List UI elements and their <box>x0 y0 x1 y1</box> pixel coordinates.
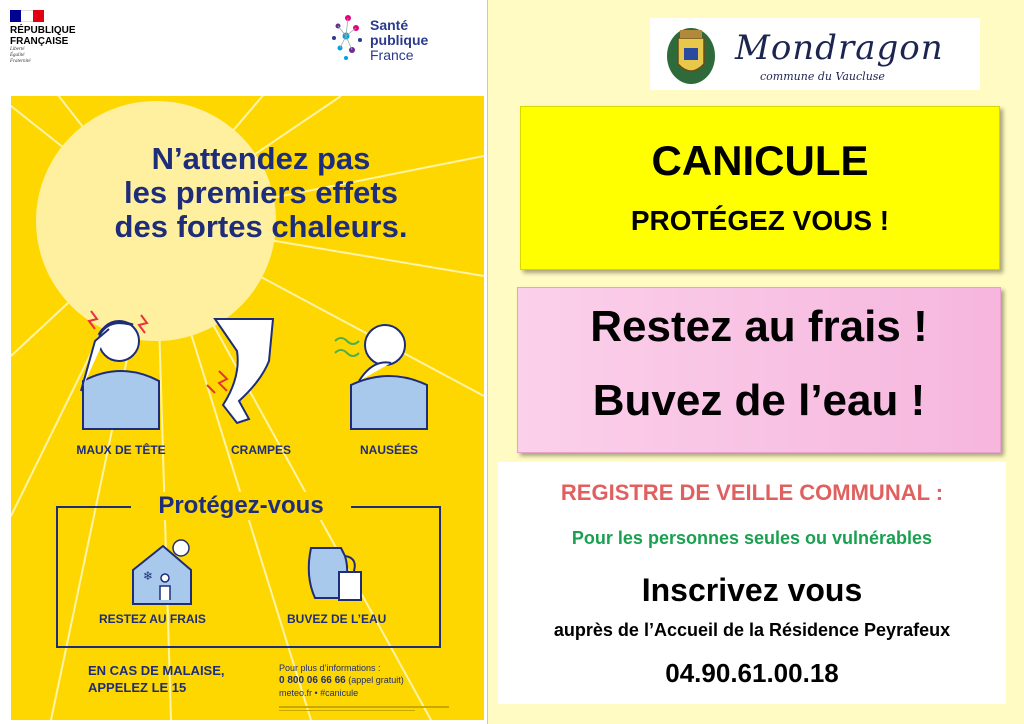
protect-label-water: BUVEZ DE L’EAU <box>287 612 387 626</box>
sante-publique-france-logo <box>328 12 448 72</box>
info-phone: 0 800 06 66 66 <box>279 675 346 686</box>
info-line1: Pour plus d’informations : <box>279 663 381 673</box>
registry-audience: Pour les personnes seules ou vulnérables <box>571 528 933 548</box>
advice-box <box>517 287 1001 453</box>
heatwave-poster <box>0 0 487 724</box>
malaise-line2: APPELEZ LE 15 <box>88 680 187 695</box>
town-name: Mondragon <box>735 28 944 68</box>
registry-title: REGISTRE DE VEILLE COMMUNAL : <box>560 480 944 505</box>
symptom-headache-label: MAUX DE TÊTE <box>76 443 166 457</box>
commune-subtitle: commune du Vaucluse <box>760 70 885 83</box>
cool-house-icon <box>129 536 199 606</box>
gov-line1: RÉPUBLIQUE <box>10 25 76 36</box>
registry-phone: 04.90.61.00.18 <box>665 658 839 688</box>
spf-molecule-icon <box>328 12 368 62</box>
symptom-headache <box>61 301 181 457</box>
poster-headline <box>61 142 461 244</box>
spf-line3: France <box>370 47 414 63</box>
info-phone-note: (appel gratuit) <box>348 675 404 685</box>
malaise-text <box>88 662 225 696</box>
protect-label-fresh: RESTEZ AU FRAIS <box>99 612 206 626</box>
protect-frame <box>56 506 441 648</box>
town-crest-icon <box>664 24 718 86</box>
spf-line1: Santé <box>370 17 409 33</box>
gov-line2: FRANÇAISE <box>10 36 69 47</box>
nausea-person-icon <box>329 301 449 431</box>
motto-2: Égalité <box>10 53 25 58</box>
motto-1: Liberté <box>10 47 25 52</box>
symptom-cramps <box>201 301 321 457</box>
headline-line2: les premiers effets <box>124 175 398 210</box>
spf-line2: publique <box>370 32 429 48</box>
headline-line3: des fortes chaleurs. <box>114 209 408 244</box>
svg-text:❄: ❄ <box>143 569 154 583</box>
advice-water: Buvez de l’eau ! <box>592 376 926 425</box>
poster-yellow-area <box>11 96 484 720</box>
registry-call: Inscrivez vous <box>641 572 863 608</box>
registry-box <box>498 462 1006 704</box>
info-block <box>279 662 469 699</box>
advice-fresh: Restez au frais ! <box>590 302 928 351</box>
fine-print <box>279 706 449 712</box>
headache-person-icon <box>61 301 181 431</box>
french-flag-icon <box>10 10 44 22</box>
canicule-title: CANICULE <box>651 137 869 184</box>
water-jug-icon <box>301 536 371 606</box>
symptom-nausea <box>329 301 449 457</box>
registry-location: auprès de l’Accueil de la Résidence Peyrafeux <box>553 620 951 640</box>
motto-3: Fraternité <box>10 59 31 64</box>
canicule-box <box>520 106 1000 270</box>
info-line3: meteo.fr • #canicule <box>279 688 359 698</box>
symptom-cramps-label: CRAMPES <box>230 443 291 457</box>
symptom-nausea-label: NAUSÉES <box>359 443 418 457</box>
malaise-line1: EN CAS DE MALAISE, <box>88 663 225 678</box>
headline-line1: N’attendez pas <box>151 141 371 176</box>
republique-francaise-logo <box>10 10 100 65</box>
protect-title: Protégez-vous <box>131 492 351 520</box>
protegez-subtitle: PROTÉGEZ VOUS ! <box>630 205 890 236</box>
leg-cramp-icon <box>201 301 321 431</box>
